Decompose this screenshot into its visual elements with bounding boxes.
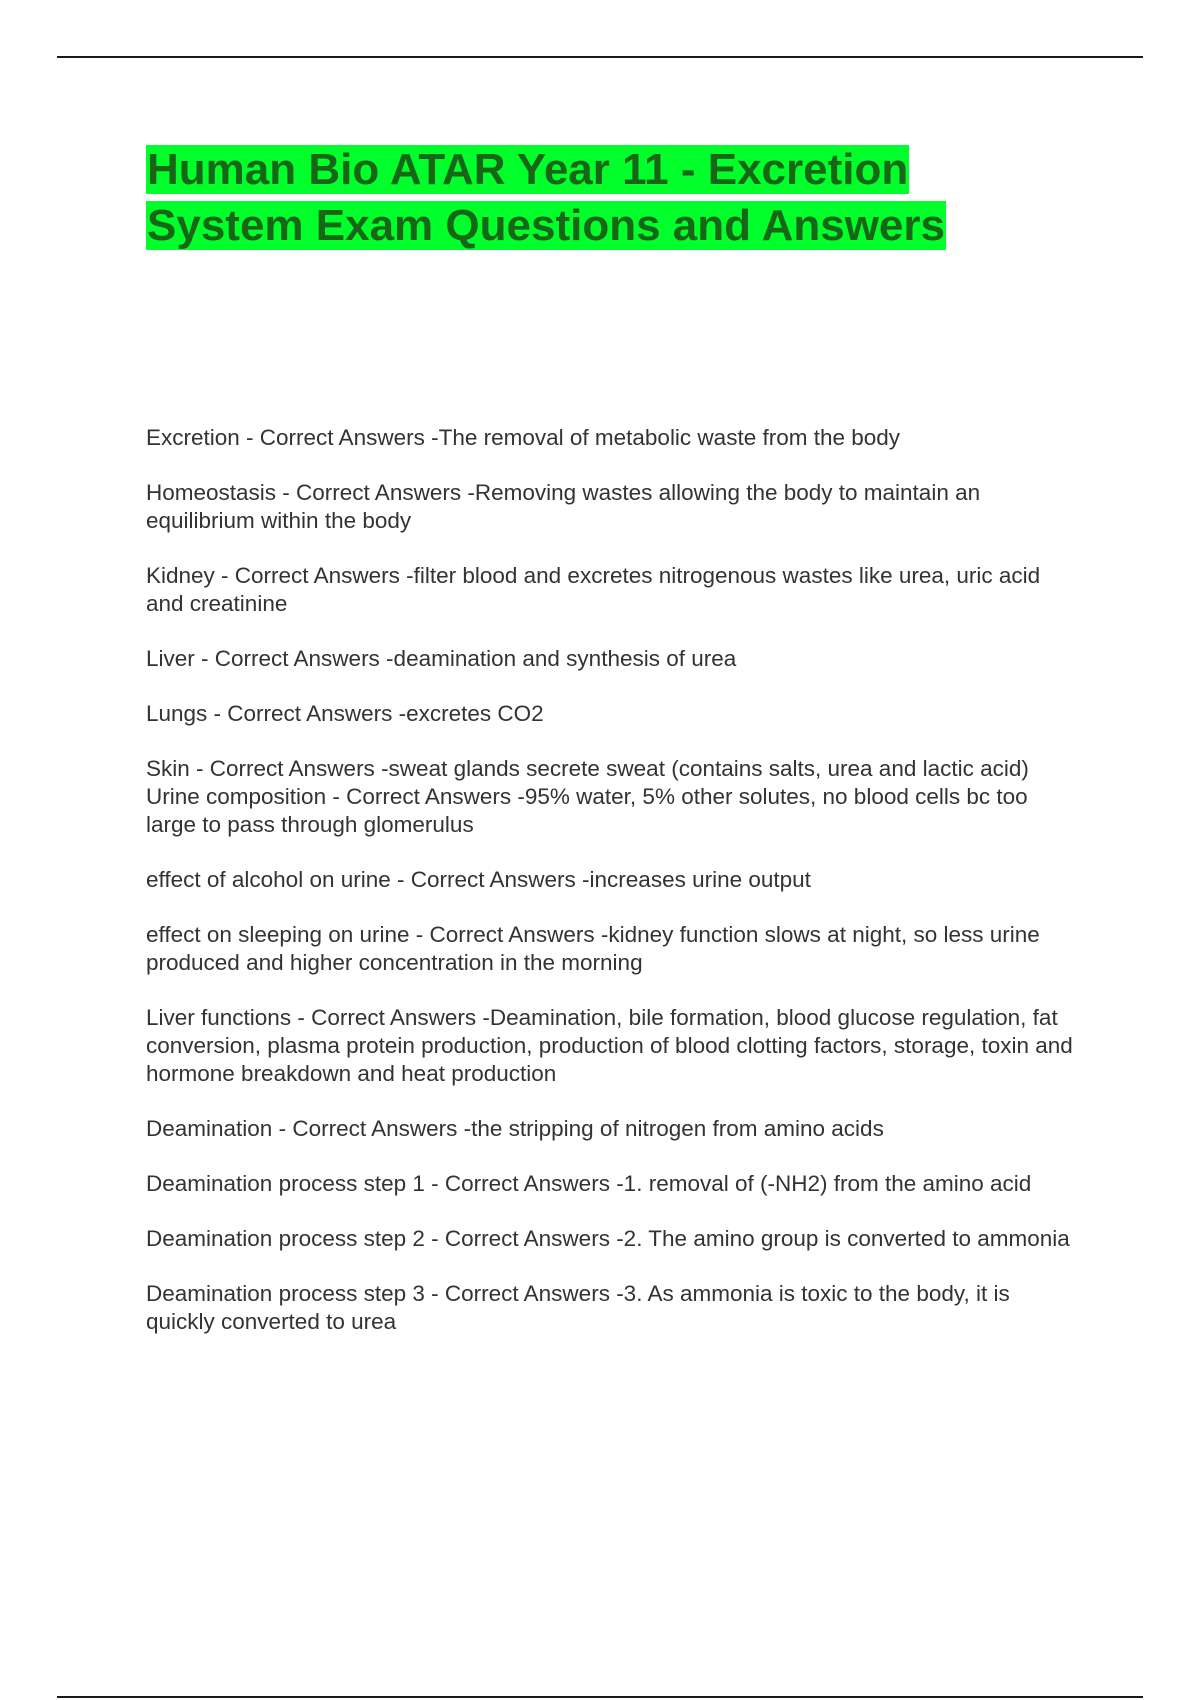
qa-item-deamination-step-3: Deamination process step 3 - Correct Answers -3. As ammonia is toxic to the body, it is quickly converted to urea	[146, 1281, 1010, 1334]
document-title	[146, 142, 1076, 254]
qa-item-sleeping-effect: effect on sleeping on urine - Correct Answers -kidney function slows at night, so less urine produced and higher concentration in the morning	[146, 922, 1040, 975]
header-rule	[57, 56, 1143, 58]
qa-item-excretion: Excretion - Correct Answers -The removal of metabolic waste from the body	[146, 425, 901, 450]
qa-list	[146, 424, 1081, 1363]
footer-rule	[57, 1696, 1143, 1698]
qa-item-skin: Skin - Correct Answers -sweat glands secrete sweat (contains salts, urea and lactic acid)	[146, 756, 1029, 781]
qa-item-urine-composition: Urine composition - Correct Answers -95% water, 5% other solutes, no blood cells bc too large to pass through glomerulus	[146, 784, 1028, 837]
qa-item-liver-functions: Liver functions - Correct Answers -Deamination, bile formation, blood glucose regulation, fat conversion, plasma protein production, production of blood clotting factors, storage, toxin and hormone breakdown and heat production	[146, 1005, 1073, 1086]
qa-item-deamination-step-1: Deamination process step 1 - Correct Answers -1. removal of (-NH2) from the amino acid	[146, 1171, 1032, 1196]
qa-item-deamination: Deamination - Correct Answers -the stripping of nitrogen from amino acids	[146, 1116, 884, 1141]
qa-item-deamination-step-2: Deamination process step 2 - Correct Answers -2. The amino group is converted to ammonia	[146, 1226, 1070, 1251]
qa-item-homeostasis: Homeostasis - Correct Answers -Removing wastes allowing the body to maintain an equilibrium within the body	[146, 480, 981, 533]
document-title-text: Human Bio ATAR Year 11 - Excretion System Exam Questions and Answers	[147, 145, 945, 250]
qa-item-lungs: Lungs - Correct Answers -excretes CO2	[146, 701, 544, 726]
qa-item-kidney: Kidney - Correct Answers -filter blood and excretes nitrogenous wastes like urea, uric acid and creatinine	[146, 563, 1041, 616]
qa-item-liver: Liver - Correct Answers -deamination and synthesis of urea	[146, 646, 737, 671]
qa-item-alcohol-effect: effect of alcohol on urine - Correct Answers -increases urine output	[146, 867, 811, 892]
